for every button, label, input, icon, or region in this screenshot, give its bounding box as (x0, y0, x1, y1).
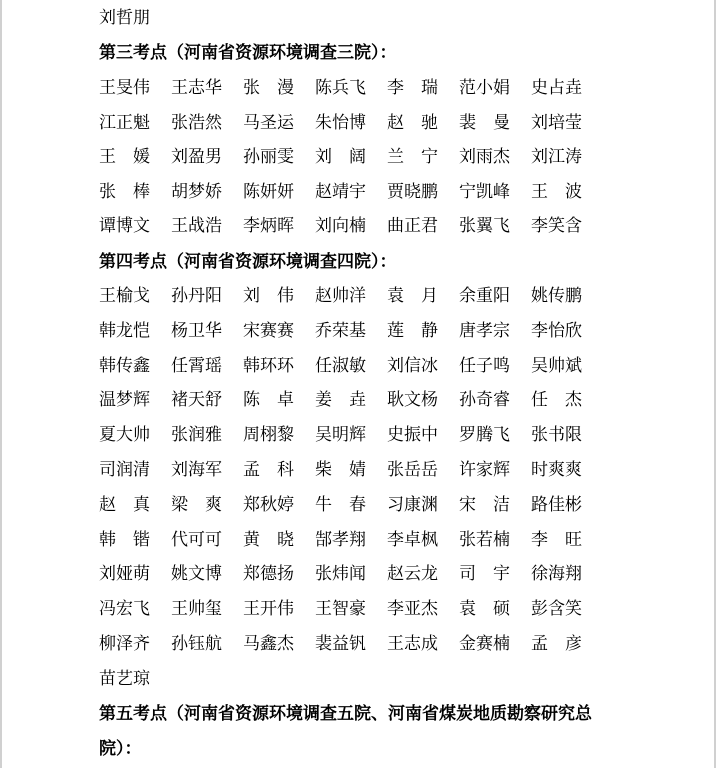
name-entry: 宋赛赛 (243, 320, 294, 341)
name-entry: 代可可 (171, 529, 222, 550)
name-entry: 刘海军 (171, 460, 222, 480)
name-entry: 王志华 (171, 78, 222, 98)
name-entry: 张炜闻 (315, 564, 366, 585)
name-entry: 孙钰航 (171, 634, 222, 654)
name-entry: 刘培莹 (531, 112, 582, 133)
name-entry: 陈妍妍 (243, 181, 294, 202)
name-entry: 江正魁 (99, 112, 150, 133)
name-entry: 王志成 (387, 634, 438, 654)
section4-row (99, 493, 603, 517)
name-entry: 赵帅洋 (315, 286, 366, 306)
name-entry: 马圣运 (243, 112, 294, 133)
name-entry: 袁 硕 (459, 599, 510, 620)
section3-row (99, 214, 603, 238)
name-entry: 宋 洁 (459, 494, 510, 515)
name-entry: 李 瑞 (387, 78, 438, 98)
name-entry: 兰 宁 (387, 147, 438, 167)
name-entry: 余重阳 (459, 286, 510, 306)
name-entry: 刘哲朋 (99, 8, 150, 28)
name-entry: 史占垚 (531, 78, 582, 98)
name-entry: 司 宇 (459, 564, 510, 585)
name-entry: 徐海翔 (531, 564, 582, 585)
name-entry: 罗腾飞 (459, 425, 510, 446)
name-entry: 许家辉 (459, 460, 510, 480)
name-entry: 刘盈男 (171, 147, 222, 167)
section4-row (99, 354, 603, 378)
name-entry: 吴明辉 (315, 425, 366, 446)
name-entry: 裴 曼 (459, 112, 510, 133)
name-entry: 李炳晖 (243, 216, 294, 236)
name-entry: 梁 爽 (171, 494, 222, 515)
name-entry: 任淑敏 (315, 355, 366, 376)
name-entry: 彭含笑 (531, 599, 582, 620)
name-entry: 贾晓鹏 (387, 181, 438, 202)
name-entry: 赵靖宇 (315, 181, 366, 202)
name-entry: 曲正君 (387, 216, 438, 236)
name-entry: 王开伟 (243, 599, 294, 620)
name-entry: 吴帅斌 (531, 355, 582, 376)
name-entry: 王智豪 (315, 599, 366, 620)
name-entry: 张翼飞 (459, 216, 510, 236)
name-entry: 孙丹阳 (171, 286, 222, 306)
section4-row (99, 423, 603, 447)
name-entry: 裴益钒 (315, 634, 366, 654)
section3-row (99, 76, 603, 100)
section4-row (99, 528, 603, 552)
name-entry: 王战浩 (171, 216, 222, 236)
name-entry: 苗艺琼 (99, 668, 150, 689)
name-entry: 赵云龙 (387, 564, 438, 585)
name-entry: 郑秋婷 (243, 494, 294, 515)
section4-row (99, 319, 603, 343)
section-heading-5-line1: 第五考点（河南省资源环境调查五院、河南省煤炭地质勘察研究总 (99, 704, 592, 724)
name-entry: 李怡欣 (531, 320, 582, 341)
name-entry: 刘信冰 (387, 355, 438, 376)
name-entry: 耿文杨 (387, 390, 438, 411)
section-heading-4: 第四考点（河南省资源环境调查四院）： (99, 252, 397, 272)
name-entry: 王帅玺 (171, 599, 222, 620)
name-entry: 张浩然 (171, 112, 222, 133)
name-entry: 谭博文 (99, 216, 150, 236)
name-entry: 李卓枫 (387, 529, 438, 550)
name-entry: 姚传鹏 (531, 286, 582, 306)
name-entry: 郜孝翔 (315, 529, 366, 550)
name-entry: 任子鸣 (459, 355, 510, 376)
name-entry: 孙奇睿 (459, 390, 510, 411)
name-entry: 王 波 (531, 181, 582, 202)
name-entry: 王旻伟 (99, 78, 150, 98)
name-entry: 姜 垚 (315, 390, 366, 411)
name-entry: 路佳彬 (531, 494, 582, 515)
name-entry: 乔荣基 (315, 320, 366, 341)
name-entry: 张书限 (531, 425, 582, 446)
name-entry: 莲 静 (387, 320, 438, 341)
name-entry: 刘 阔 (315, 147, 366, 167)
name-entry: 黄 晓 (243, 529, 294, 550)
name-entry: 温梦辉 (99, 390, 150, 411)
name-entry: 朱怡博 (315, 112, 366, 133)
name-entry: 张岳岳 (387, 460, 438, 480)
name-entry: 赵 真 (99, 494, 150, 515)
name-entry: 韩环环 (243, 355, 294, 376)
name-entry: 刘娅萌 (99, 564, 150, 585)
name-entry: 范小娟 (459, 78, 510, 98)
section-heading-5-line2: 院）： (99, 739, 142, 759)
section3-row (99, 111, 603, 135)
name-entry: 袁 月 (387, 286, 438, 306)
section4-row (99, 597, 603, 621)
name-entry: 刘江涛 (531, 147, 582, 167)
name-entry: 李亚杰 (387, 599, 438, 620)
name-entry: 张润雅 (171, 425, 222, 446)
name-entry: 李笑含 (531, 216, 582, 236)
name-entry: 任霄瑶 (171, 355, 222, 376)
name-entry: 柳泽齐 (99, 634, 150, 654)
name-entry: 史振中 (387, 425, 438, 446)
name-entry: 孟 科 (243, 460, 294, 480)
name-entry: 牛 春 (315, 494, 366, 515)
name-entry: 胡梦娇 (171, 181, 222, 202)
section4-row (99, 388, 603, 412)
name-entry: 陈兵飞 (315, 78, 366, 98)
name-entry: 韩 锴 (99, 529, 150, 550)
name-entry: 姚文博 (171, 564, 222, 585)
name-entry: 王榆戈 (99, 286, 150, 306)
section4-row (99, 562, 603, 586)
name-entry: 柴 婧 (315, 460, 366, 480)
name-entry: 夏大帅 (99, 425, 150, 446)
name-entry: 任 杰 (531, 390, 582, 411)
section3-row (99, 180, 603, 204)
name-entry: 张 棒 (99, 181, 150, 202)
name-entry: 张 漫 (243, 78, 294, 98)
name-entry: 褚天舒 (171, 390, 222, 411)
name-entry: 刘向楠 (315, 216, 366, 236)
name-entry: 陈 卓 (243, 390, 294, 411)
name-entry: 金赛楠 (459, 634, 510, 654)
name-entry: 郑德扬 (243, 564, 294, 585)
name-entry: 张若楠 (459, 529, 510, 550)
name-entry: 周栩黎 (243, 425, 294, 446)
name-entry: 赵 驰 (387, 112, 438, 133)
section4-row (99, 632, 603, 656)
section3-row (99, 145, 603, 169)
name-entry: 冯宏飞 (99, 599, 150, 620)
name-entry: 习康渊 (387, 494, 438, 515)
name-entry: 孟 彦 (531, 634, 582, 654)
name-entry: 时爽爽 (531, 460, 582, 480)
name-entry: 李 旺 (531, 529, 582, 550)
name-entry: 韩传鑫 (99, 355, 150, 376)
name-entry: 杨卫华 (171, 320, 222, 341)
section-heading-3: 第三考点（河南省资源环境调查三院）： (99, 43, 397, 63)
name-entry: 王 媛 (99, 147, 150, 167)
name-entry: 韩龙恺 (99, 320, 150, 341)
name-entry: 孙丽雯 (243, 147, 294, 167)
name-entry: 唐孝宗 (459, 320, 510, 341)
section4-row (99, 284, 603, 308)
section4-row (99, 667, 171, 691)
name-entry: 刘 伟 (243, 286, 294, 306)
page-border-left (0, 0, 2, 768)
section4-row (99, 458, 603, 482)
name-entry: 马鑫杰 (243, 634, 294, 654)
name-entry: 刘雨杰 (459, 147, 510, 167)
name-entry: 宁凯峰 (459, 181, 510, 202)
name-entry: 司润清 (99, 460, 150, 480)
